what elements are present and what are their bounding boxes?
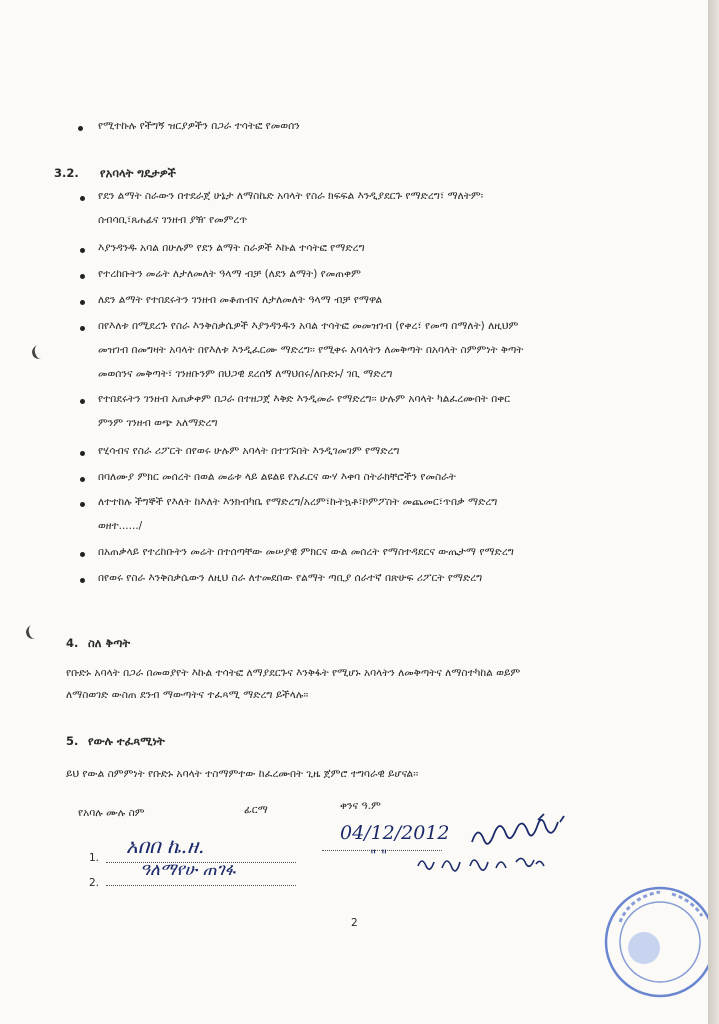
list-item-line: የተረከቡትን መሬት ለታለመለት ዓላማ ብቻ (ለደን ልማት) የመጠቀም: [98, 268, 361, 280]
bullet-icon: [80, 399, 85, 404]
list-item-line: እያንዳንዱ አባል በሁሉም የደን ልማት ስራዎች እኩል ተሳትፎ የማድረግ: [98, 242, 365, 254]
row-number: 2.: [89, 877, 100, 889]
column-header-date: ቀንና ዓ.ም: [340, 800, 381, 812]
page-number: 2: [351, 917, 358, 929]
handwritten-date-ditto: " ": [370, 848, 388, 864]
section-title: የውሉ ተፈጻሚነት: [88, 734, 165, 748]
list-item: የሚተኩሉ የችግኝ ዝርያዎችን በጋራ ተሳትፎ የመወሰን: [98, 120, 300, 132]
list-item-line: ለደን ልማት የተበደሩትን ገንዘብ መቆጠብና ለታለመለት ዓላማ ብቻ የማዋል: [98, 294, 383, 306]
paragraph-line: ይህ የውል ስምምነት የቡድኑ አባላት ተስማምተው ከፈረሙበት ጊዜ ጀምሮ ተግባራዊ ይሆናል፡፡: [66, 768, 419, 780]
section-number: 3.2.: [54, 166, 79, 180]
list-item-line: በአጠቃላይ የተረከቡትን መሬት በተሰጣቸው መሠያዊ ምክርና ውል መሰረት የማስተዳደርና ውጤታማ የማድረግ: [98, 546, 514, 558]
bullet-icon: [80, 578, 85, 583]
list-item-line: መወሰንና መቅጣት፣ ገንዘቡንም በህጋዊ ደረሰኝ ለማህበሩ/ለቡድኑ/ ገቢ ማድረግ: [98, 368, 393, 380]
list-item-line: ሰብሳቢ፣ጸሐፊና ገንዘብ ያዥ የመምረጥ: [98, 214, 248, 226]
page-edge: [708, 0, 719, 1024]
list-item-line: የደን ልማት ስራውን በተደራጀ ሁኔታ ለማስኬድ አባላት የስራ ክፍፍል እንዲያደርጉ የማድረግ፣ ማለትም፡: [98, 190, 484, 202]
bullet-icon: [78, 126, 83, 131]
bullet-icon: [80, 326, 85, 331]
handwritten-name: ዓለማየሁ ጠገፋ: [140, 860, 236, 880]
bullet-icon: [80, 451, 85, 456]
name-line: [106, 885, 296, 886]
bullet-icon: [80, 196, 85, 201]
section-number: 5.: [66, 734, 79, 748]
list-item-line: ምንም ገንዘብ ወጭ አለማድረግ: [98, 417, 218, 429]
list-item-line: በየእለቱ በሚደረጉ የስራ እንቅስቃሴዎች እያንዳንዱን አባል ተሳትፎ መመዝገብ (የቀረ፣ የመጣ በማለት) ለዚህም: [98, 320, 519, 332]
list-item-line: በባለሙያ ምክር መሰረት በወል መሬቱ ላይ ልዩልዩ የአፈርና ውሃ እቀባ ስትራክቸሮችን የመስራት: [98, 471, 456, 483]
bullet-icon: [80, 274, 85, 279]
list-item-line: ለተተከሉ ችግኞች የእለት ከእለት እንክብካቤ የማድረግ/አረም፣ኩትኳቶ፣ኮምፖስት መጨመር፣ጥበቃ ማድረግ: [98, 496, 498, 508]
bullet-icon: [80, 552, 85, 557]
section-title: የአባላት ግዴታዎች: [100, 166, 176, 180]
bullet-icon: [80, 248, 85, 253]
handwritten-signature-image: [412, 848, 552, 878]
paragraph-line: የቡድኑ አባላት በጋራ በመወያየት እኩል ተሳትፎ ለማያደርጉና እንቅፋት የሚሆኑ አባላትን ለመቅጣትና ለማስተካከል ወይም: [66, 667, 521, 679]
handwritten-date: 04/12/2012: [340, 822, 450, 844]
list-item-line: በየወሩ የስራ እንቅስቃሴውን ለዚህ ስራ ለተመደበው የልማት ጣቢያ ሰራተኛ በጽሁፍ ሪፖርት የማድረግ: [98, 572, 483, 584]
official-stamp-image: [600, 882, 719, 1002]
list-item-line: መዝገብ በመግዛት አባላት በየእለቱ እንዲፈርሙ ማድረግ፡፡ የሚቀሩ አባላትን ለመቅጣት በአባላት ስምምነት ቅጣት: [98, 344, 524, 356]
column-header-name: የአባሉ ሙሉ ስም: [78, 807, 145, 819]
punch-hole-mark: [24, 623, 42, 640]
handwritten-name: አበበ ኬ.ዘ.: [126, 834, 205, 858]
punch-hole-mark: [30, 343, 48, 360]
list-item-line: ወዘተ....../: [98, 520, 143, 532]
paragraph-line: ለማስወገድ ውስጠ ደንብ ማውጣትና ተፈጻሚ ማድረግ ይችላሉ፡፡: [66, 689, 309, 701]
bullet-icon: [80, 502, 85, 507]
row-number: 1.: [89, 852, 100, 864]
list-item-line: የሂሳብና የስራ ሪፖርት በየወሩ ሁሉም አባላት በተገኙበት እንዲገመገም የማድረግ: [98, 445, 400, 457]
bullet-icon: [80, 300, 85, 305]
list-item-line: የተበደሩትን ገንዘብ አጠቃቀም በጋራ በተዘጋጀ እቅድ እንዲመራ የማድረግ፡፡ ሁሉም አባላት ካልፈረሙበት በቀር: [98, 393, 511, 405]
section-title: ስለ ቅጣት: [88, 636, 131, 650]
handwritten-signature-image: [468, 812, 580, 852]
column-header-signature: ፊርማ: [244, 804, 268, 816]
section-number: 4.: [66, 636, 79, 650]
bullet-icon: [80, 477, 85, 482]
